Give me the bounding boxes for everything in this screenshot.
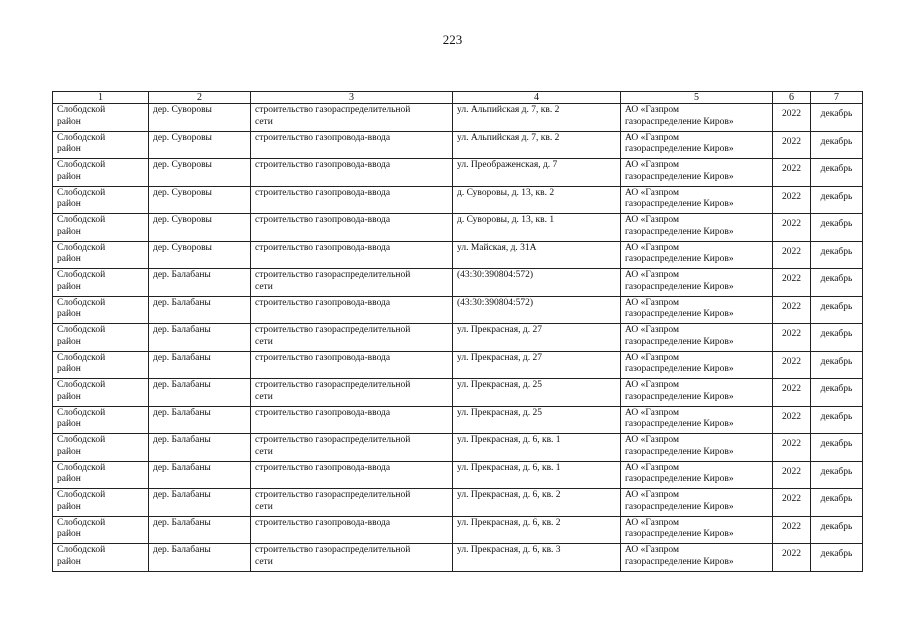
address-cell: д. Суворовы, д. 13, кв. 1 [453,214,621,242]
column-number: 2 [149,92,251,104]
column-number-row [53,92,863,104]
address-cell: ул. Прекрасная, д. 6, кв. 3 [453,544,621,572]
month-cell: декабрь [811,241,863,269]
organization-cell: АО «Газпром газораспределение Киров» [621,351,773,379]
work-type-cell: строительство газопровода-ввода [251,516,453,544]
settlement-cell: дер. Суворовы [149,186,251,214]
year-cell: 2022 [773,104,811,132]
month-cell: декабрь [811,406,863,434]
organization-cell: АО «Газпром газораспределение Киров» [621,434,773,462]
month-cell: декабрь [811,544,863,572]
column-number: 7 [811,92,863,104]
month-cell: декабрь [811,296,863,324]
column-number: 6 [773,92,811,104]
year-cell: 2022 [773,516,811,544]
organization-cell: АО «Газпром газораспределение Киров» [621,131,773,159]
district-cell: Слободской район [53,214,149,242]
settlement-cell: дер. Балабаны [149,296,251,324]
work-type-cell: строительство газораспределительной сети [251,544,453,572]
organization-cell: АО «Газпром газораспределение Киров» [621,379,773,407]
organization-cell: АО «Газпром газораспределение Киров» [621,214,773,242]
work-type-cell: строительство газораспределительной сети [251,434,453,462]
month-cell: декабрь [811,131,863,159]
address-cell: ул. Прекрасная, д. 6, кв. 2 [453,516,621,544]
address-cell: ул. Преображенская, д. 7 [453,159,621,187]
year-cell: 2022 [773,269,811,297]
year-cell: 2022 [773,434,811,462]
district-cell: Слободской район [53,296,149,324]
district-cell: Слободской район [53,324,149,352]
table-row [53,269,863,297]
work-type-cell: строительство газораспределительной сети [251,104,453,132]
month-cell: декабрь [811,214,863,242]
settlement-cell: дер. Балабаны [149,379,251,407]
table-body [53,104,863,572]
settlement-cell: дер. Суворовы [149,214,251,242]
district-cell: Слободской район [53,406,149,434]
address-cell: (43:30:390804:572) [453,296,621,324]
district-cell: Слободской район [53,131,149,159]
district-cell: Слободской район [53,544,149,572]
district-cell: Слободской район [53,434,149,462]
organization-cell: АО «Газпром газораспределение Киров» [621,516,773,544]
work-type-cell: строительство газопровода-ввода [251,186,453,214]
year-cell: 2022 [773,296,811,324]
month-cell: декабрь [811,186,863,214]
table-row [53,241,863,269]
month-cell: декабрь [811,324,863,352]
address-cell: (43:30:390804:572) [453,269,621,297]
settlement-cell: дер. Балабаны [149,544,251,572]
table-row [53,324,863,352]
data-table [52,91,863,572]
table-row [53,406,863,434]
settlement-cell: дер. Балабаны [149,434,251,462]
address-cell: ул. Прекрасная, д. 25 [453,406,621,434]
month-cell: декабрь [811,104,863,132]
work-type-cell: строительство газопровода-ввода [251,159,453,187]
work-type-cell: строительство газопровода-ввода [251,131,453,159]
work-type-cell: строительство газораспределительной сети [251,324,453,352]
work-type-cell: строительство газопровода-ввода [251,296,453,324]
month-cell: декабрь [811,351,863,379]
settlement-cell: дер. Балабаны [149,406,251,434]
address-cell: ул. Майская, д. 31А [453,241,621,269]
settlement-cell: дер. Суворовы [149,241,251,269]
organization-cell: АО «Газпром газораспределение Киров» [621,324,773,352]
table-row [53,131,863,159]
address-cell: ул. Прекрасная, д. 6, кв. 2 [453,489,621,517]
organization-cell: АО «Газпром газораспределение Киров» [621,159,773,187]
address-cell: ул. Прекрасная, д. 6, кв. 1 [453,461,621,489]
table-row [53,544,863,572]
work-type-cell: строительство газопровода-ввода [251,461,453,489]
year-cell: 2022 [773,351,811,379]
month-cell: декабрь [811,269,863,297]
year-cell: 2022 [773,131,811,159]
month-cell: декабрь [811,159,863,187]
district-cell: Слободской район [53,269,149,297]
district-cell: Слободской район [53,489,149,517]
settlement-cell: дер. Балабаны [149,516,251,544]
organization-cell: АО «Газпром газораспределение Киров» [621,461,773,489]
settlement-cell: дер. Суворовы [149,104,251,132]
district-cell: Слободской район [53,351,149,379]
month-cell: декабрь [811,434,863,462]
month-cell: декабрь [811,379,863,407]
month-cell: декабрь [811,489,863,517]
work-type-cell: строительство газораспределительной сети [251,489,453,517]
organization-cell: АО «Газпром газораспределение Киров» [621,186,773,214]
table-row [53,379,863,407]
settlement-cell: дер. Балабаны [149,269,251,297]
district-cell: Слободской район [53,104,149,132]
work-type-cell: строительство газопровода-ввода [251,214,453,242]
table-row [53,516,863,544]
organization-cell: АО «Газпром газораспределение Киров» [621,406,773,434]
year-cell: 2022 [773,214,811,242]
year-cell: 2022 [773,461,811,489]
column-number: 4 [453,92,621,104]
year-cell: 2022 [773,379,811,407]
month-cell: декабрь [811,516,863,544]
settlement-cell: дер. Балабаны [149,461,251,489]
table-row [53,434,863,462]
year-cell: 2022 [773,406,811,434]
work-type-cell: строительство газопровода-ввода [251,351,453,379]
table-row [53,159,863,187]
table-row [53,461,863,489]
address-cell: д. Суворовы, д. 13, кв. 2 [453,186,621,214]
district-cell: Слободской район [53,461,149,489]
column-number: 3 [251,92,453,104]
organization-cell: АО «Газпром газораспределение Киров» [621,104,773,132]
organization-cell: АО «Газпром газораспределение Киров» [621,241,773,269]
address-cell: ул. Альпийская д. 7, кв. 2 [453,104,621,132]
district-cell: Слободской район [53,516,149,544]
settlement-cell: дер. Суворовы [149,159,251,187]
table-row [53,296,863,324]
year-cell: 2022 [773,544,811,572]
settlement-cell: дер. Суворовы [149,131,251,159]
settlement-cell: дер. Балабаны [149,489,251,517]
page-number: 223 [442,32,463,47]
district-cell: Слободской район [53,379,149,407]
address-cell: ул. Прекрасная, д. 27 [453,351,621,379]
table-row [53,104,863,132]
year-cell: 2022 [773,241,811,269]
address-cell: ул. Прекрасная, д. 27 [453,324,621,352]
organization-cell: АО «Газпром газораспределение Киров» [621,544,773,572]
settlement-cell: дер. Балабаны [149,351,251,379]
table-row [53,351,863,379]
organization-cell: АО «Газпром газораспределение Киров» [621,296,773,324]
district-cell: Слободской район [53,159,149,187]
organization-cell: АО «Газпром газораспределение Киров» [621,269,773,297]
work-type-cell: строительство газораспределительной сети [251,269,453,297]
work-type-cell: строительство газопровода-ввода [251,406,453,434]
year-cell: 2022 [773,489,811,517]
address-cell: ул. Прекрасная, д. 25 [453,379,621,407]
district-cell: Слободской район [53,186,149,214]
year-cell: 2022 [773,159,811,187]
work-type-cell: строительство газораспределительной сети [251,379,453,407]
year-cell: 2022 [773,186,811,214]
column-number: 1 [53,92,149,104]
organization-cell: АО «Газпром газораспределение Киров» [621,489,773,517]
settlement-cell: дер. Балабаны [149,324,251,352]
address-cell: ул. Альпийская д. 7, кв. 2 [453,131,621,159]
table-row [53,214,863,242]
district-cell: Слободской район [53,241,149,269]
address-cell: ул. Прекрасная, д. 6, кв. 1 [453,434,621,462]
month-cell: декабрь [811,461,863,489]
year-cell: 2022 [773,324,811,352]
table-row [53,186,863,214]
column-number: 5 [621,92,773,104]
table-row [53,489,863,517]
work-type-cell: строительство газопровода-ввода [251,241,453,269]
